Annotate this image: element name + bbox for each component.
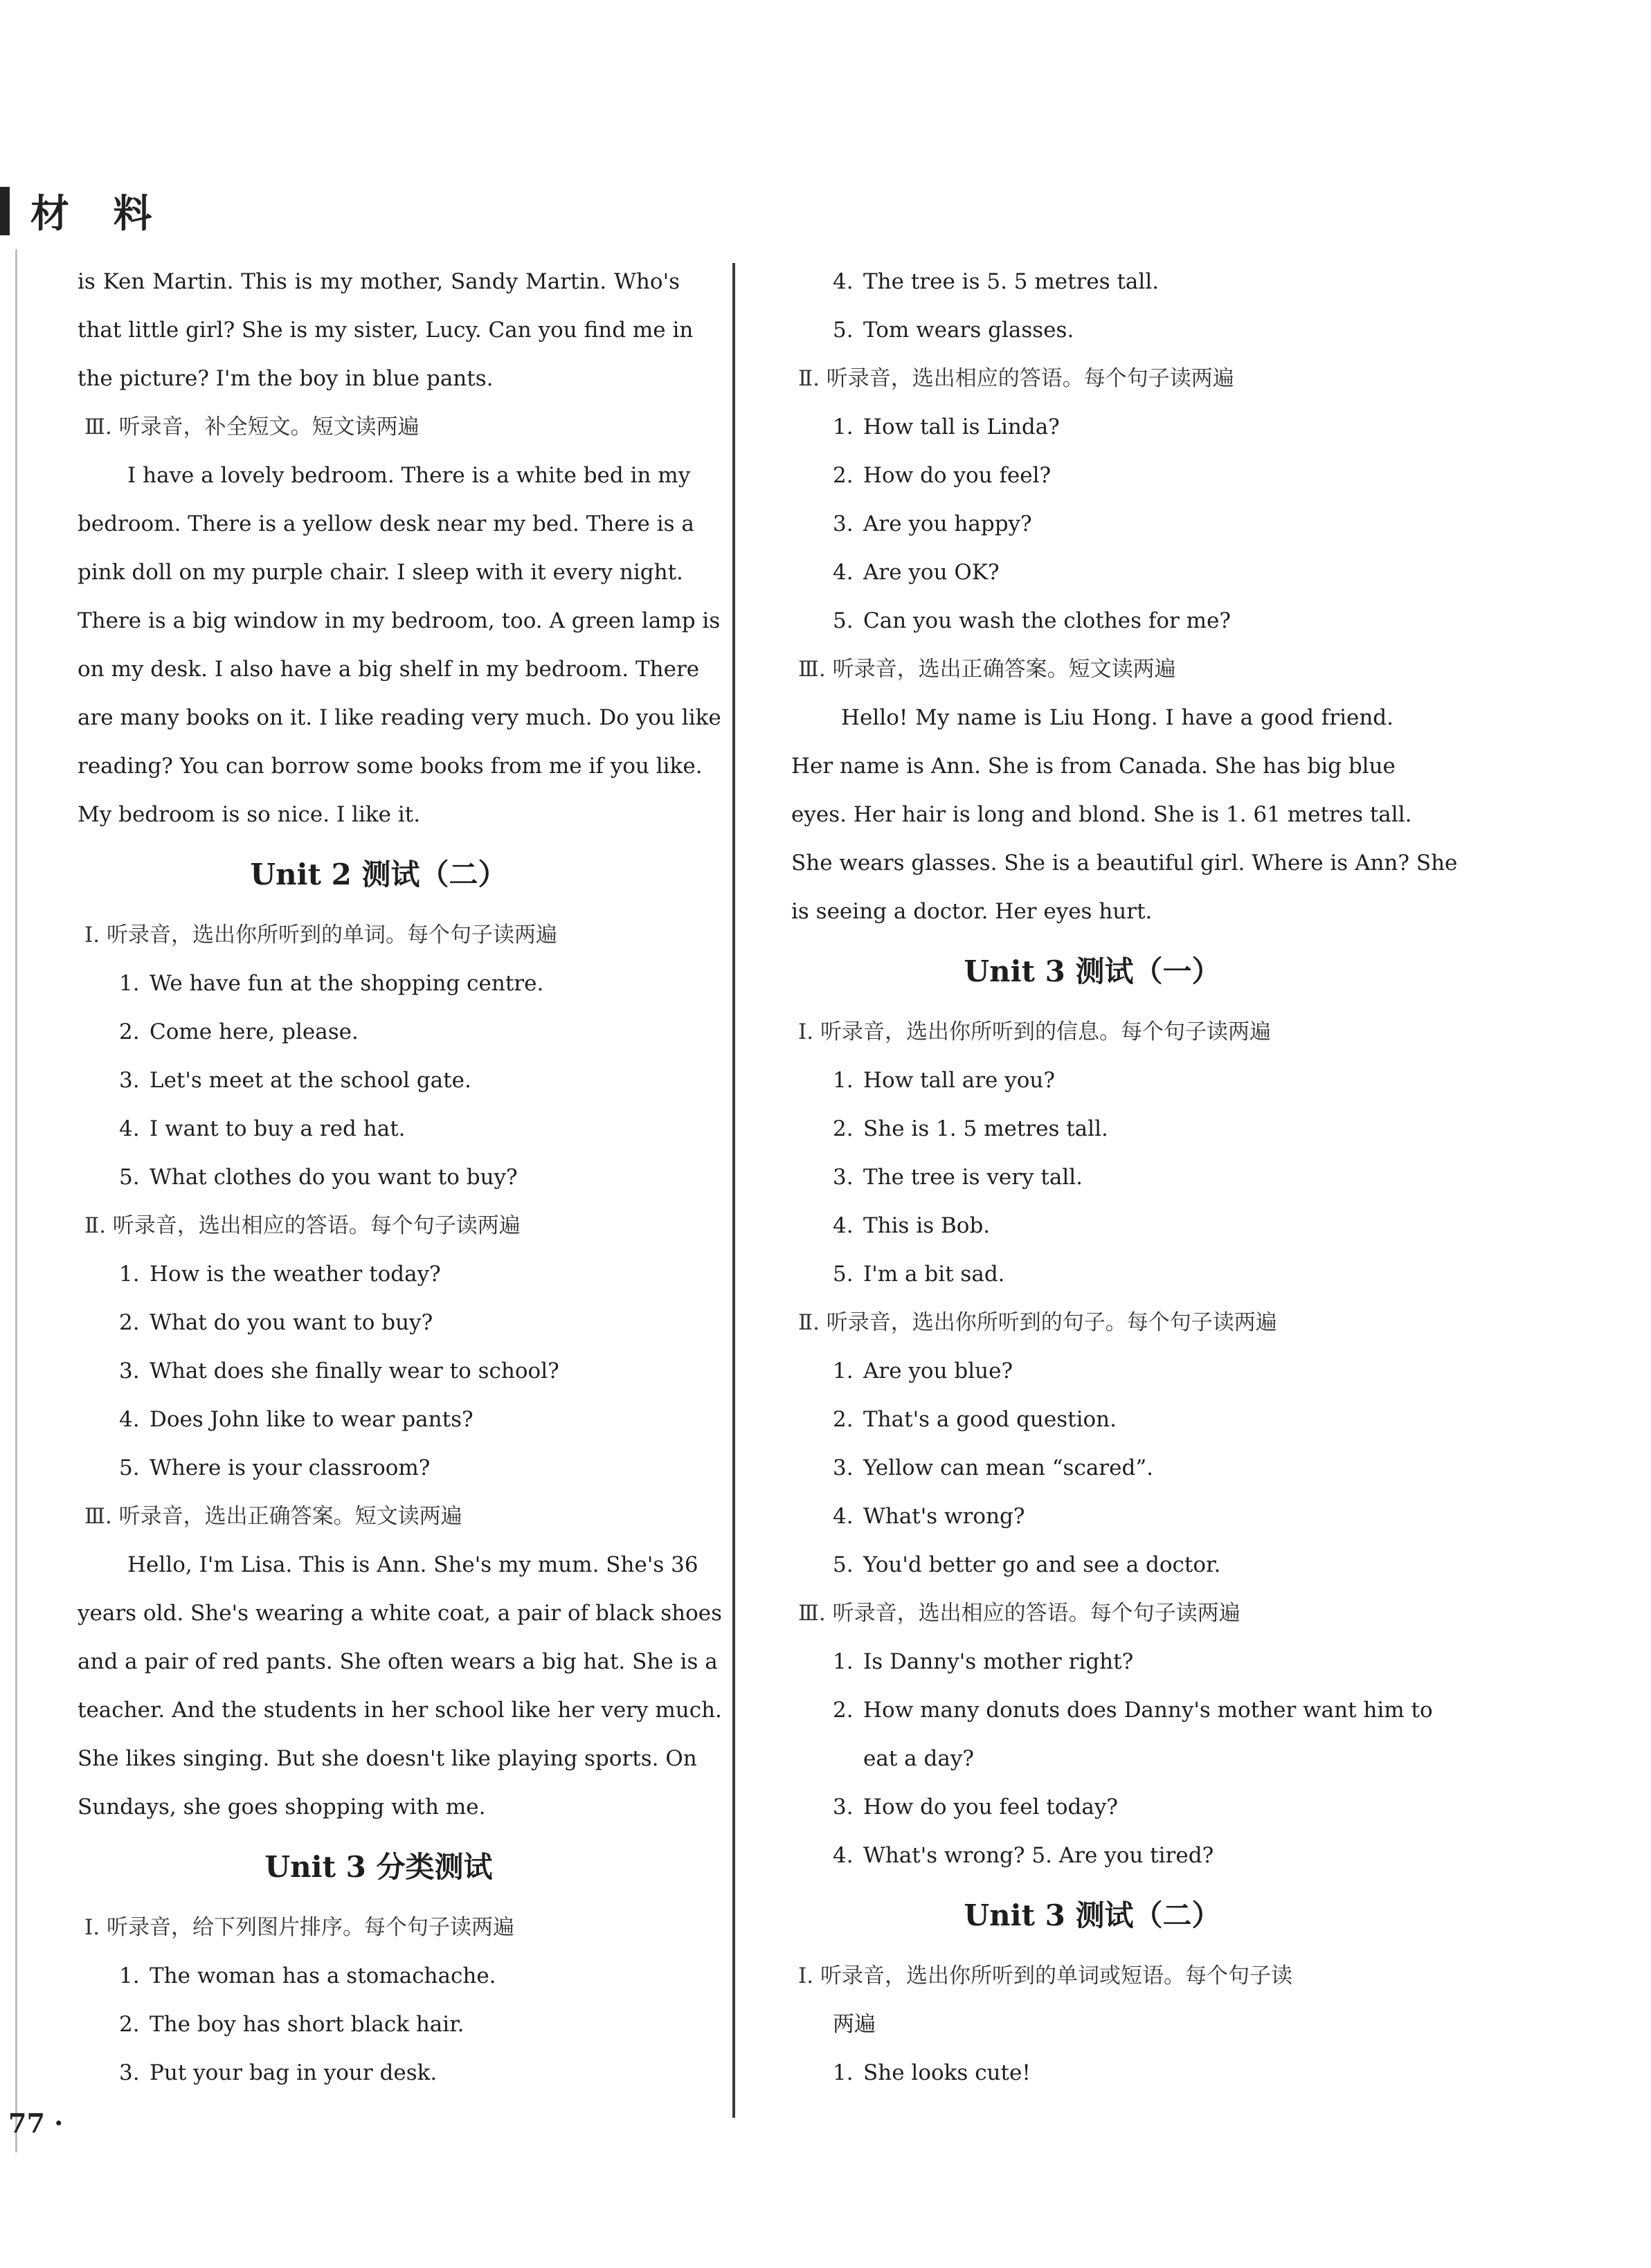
list-item-continuation: eat a day? xyxy=(863,1746,974,1771)
paragraph-line: She wears glasses. She is a beautiful girl. Where is Ann? She xyxy=(791,851,1458,876)
list-item: 4. Does John like to wear pants? xyxy=(119,1407,473,1432)
section-heading: Ⅰ. 听录音，给下列图片排序。每个句子读两遍 xyxy=(84,1915,514,1940)
section-heading: Ⅱ. 听录音，选出相应的答语。每个句子读两遍 xyxy=(798,366,1234,391)
page-number: 77 · xyxy=(8,2107,64,2139)
list-item: 1. The woman has a stomachache. xyxy=(119,1963,496,1988)
list-item: 4. This is Bob. xyxy=(833,1213,991,1238)
list-item: 1. We have fun at the shopping centre. xyxy=(119,971,544,996)
unit-title: Unit 3 分类测试 xyxy=(264,1850,493,1884)
list-item: 3. How do you feel today? xyxy=(833,1795,1118,1820)
section-heading: Ⅰ. 听录音，选出你所听到的单词。每个句子读两遍 xyxy=(84,923,557,947)
list-item: 1. She looks cute! xyxy=(833,2060,1031,2085)
paragraph-line: I have a lovely bedroom. There is a white bed in my xyxy=(127,463,691,488)
list-item: 4. What's wrong? 5. Are you tired? xyxy=(833,1843,1214,1868)
list-item: 3. Let's meet at the school gate. xyxy=(119,1068,471,1093)
list-item: 2. What do you want to buy? xyxy=(119,1310,433,1335)
column-divider xyxy=(732,263,735,2118)
paragraph-line: years old. She's wearing a white coat, a pair of black shoes xyxy=(78,1601,722,1626)
list-item: 2. How do you feel? xyxy=(833,463,1052,488)
paragraph-line: that little girl? She is my sister, Lucy. Can you find me in xyxy=(78,318,694,343)
paragraph-line: My bedroom is so nice. I like it. xyxy=(78,802,421,827)
section-heading: Ⅲ. 听录音，补全短文。短文读两遍 xyxy=(84,415,419,439)
list-item: 3. Yellow can mean “scared”. xyxy=(833,1455,1154,1480)
right-column xyxy=(791,257,1458,2097)
unit-title: Unit 3 测试（二） xyxy=(964,1898,1221,1932)
page-header xyxy=(0,180,168,242)
list-item: 5. I'm a bit sad. xyxy=(833,1262,1005,1287)
paragraph-line: She likes singing. But she doesn't like playing sports. On xyxy=(78,1746,697,1771)
list-item: 4. What's wrong? xyxy=(833,1504,1025,1529)
list-item: 1. Are you blue? xyxy=(833,1359,1013,1384)
header-bar xyxy=(0,187,10,235)
paragraph-line: are many books on it. I like reading very much. Do you like xyxy=(78,705,721,730)
section-heading: Ⅱ. 听录音，选出相应的答语。每个句子读两遍 xyxy=(84,1213,521,1238)
section-heading: Ⅱ. 听录音，选出你所听到的句子。每个句子读两遍 xyxy=(798,1310,1277,1335)
section-heading: Ⅲ. 听录音，选出正确答案。短文读两遍 xyxy=(84,1504,462,1529)
section-heading: Ⅲ. 听录音，选出相应的答语。每个句子读两遍 xyxy=(798,1601,1240,1626)
paragraph-line: the picture? I'm the boy in blue pants. xyxy=(78,366,494,391)
paragraph-line: pink doll on my purple chair. I sleep with it every night. xyxy=(78,560,683,585)
left-column xyxy=(78,257,722,2097)
paragraph-line: eyes. Her hair is long and blond. She is 1. 61 metres tall. xyxy=(791,802,1412,827)
list-item: 5. Can you wash the clothes for me? xyxy=(833,608,1232,633)
list-item: 5. Where is your classroom? xyxy=(119,1455,431,1480)
left-margin-rule xyxy=(15,249,17,2152)
paragraph-line: is Ken Martin. This is my mother, Sandy Martin. Who's xyxy=(78,269,680,294)
header-title: 材 料 xyxy=(30,191,168,237)
paragraph-line: Sundays, she goes shopping with me. xyxy=(78,1795,486,1820)
list-item: 3. The tree is very tall. xyxy=(833,1165,1083,1190)
list-item: 2. That's a good question. xyxy=(833,1407,1117,1432)
list-item: 3. Put your bag in your desk. xyxy=(119,2060,437,2085)
list-item: 4. Are you OK? xyxy=(833,560,1000,585)
list-item: 1. How is the weather today? xyxy=(119,1262,441,1287)
section-heading: Ⅰ. 听录音，选出你所听到的单词或短语。每个句子读 xyxy=(798,1963,1292,1988)
list-item: 4. I want to buy a red hat. xyxy=(119,1116,406,1141)
list-item: 4. The tree is 5. 5 metres tall. xyxy=(833,269,1160,294)
list-item: 3. Are you happy? xyxy=(833,511,1032,536)
list-item: 2. The boy has short black hair. xyxy=(119,2012,464,2037)
unit-title: Unit 2 测试（二） xyxy=(250,858,507,891)
paragraph-line: bedroom. There is a yellow desk near my bed. There is a xyxy=(78,511,694,536)
list-item: 5. What clothes do you want to buy? xyxy=(119,1165,518,1190)
list-item: 2. Come here, please. xyxy=(119,1019,359,1044)
paragraph-line: on my desk. I also have a big shelf in my bedroom. There xyxy=(78,657,700,682)
paragraph-line: and a pair of red pants. She often wears a big hat. She is a xyxy=(78,1649,718,1674)
paragraph-line: There is a big window in my bedroom, too. A green lamp is xyxy=(78,608,721,633)
unit-title: Unit 3 测试（一） xyxy=(964,954,1221,988)
list-item: 1. Is Danny's mother right? xyxy=(833,1649,1134,1674)
list-item: 3. What does she finally wear to school? xyxy=(119,1359,559,1384)
paragraph-line: reading? You can borrow some books from me if you like. xyxy=(78,754,703,779)
paragraph-line: is seeing a doctor. Her eyes hurt. xyxy=(791,899,1153,924)
list-item: 2. She is 1. 5 metres tall. xyxy=(833,1116,1108,1141)
paragraph-line: Her name is Ann. She is from Canada. She has big blue xyxy=(791,754,1396,779)
list-item: 1. How tall is Linda? xyxy=(833,415,1060,439)
paragraph-line: Hello, I'm Lisa. This is Ann. She's my mum. She's 36 xyxy=(127,1552,698,1577)
section-heading: Ⅲ. 听录音，选出正确答案。短文读两遍 xyxy=(798,657,1176,682)
list-item: 5. You'd better go and see a doctor. xyxy=(833,1552,1221,1577)
list-item: 5. Tom wears glasses. xyxy=(833,318,1074,343)
list-item: 1. How tall are you? xyxy=(833,1068,1055,1093)
section-heading-continuation: 两遍 xyxy=(833,2012,876,2037)
paragraph-line: Hello! My name is Liu Hong. I have a good friend. xyxy=(841,705,1393,730)
paragraph-line: teacher. And the students in her school like her very much. xyxy=(78,1698,722,1723)
list-item: 2. How many donuts does Danny's mother want him to xyxy=(833,1698,1433,1723)
section-heading: Ⅰ. 听录音，选出你所听到的信息。每个句子读两遍 xyxy=(798,1019,1271,1044)
